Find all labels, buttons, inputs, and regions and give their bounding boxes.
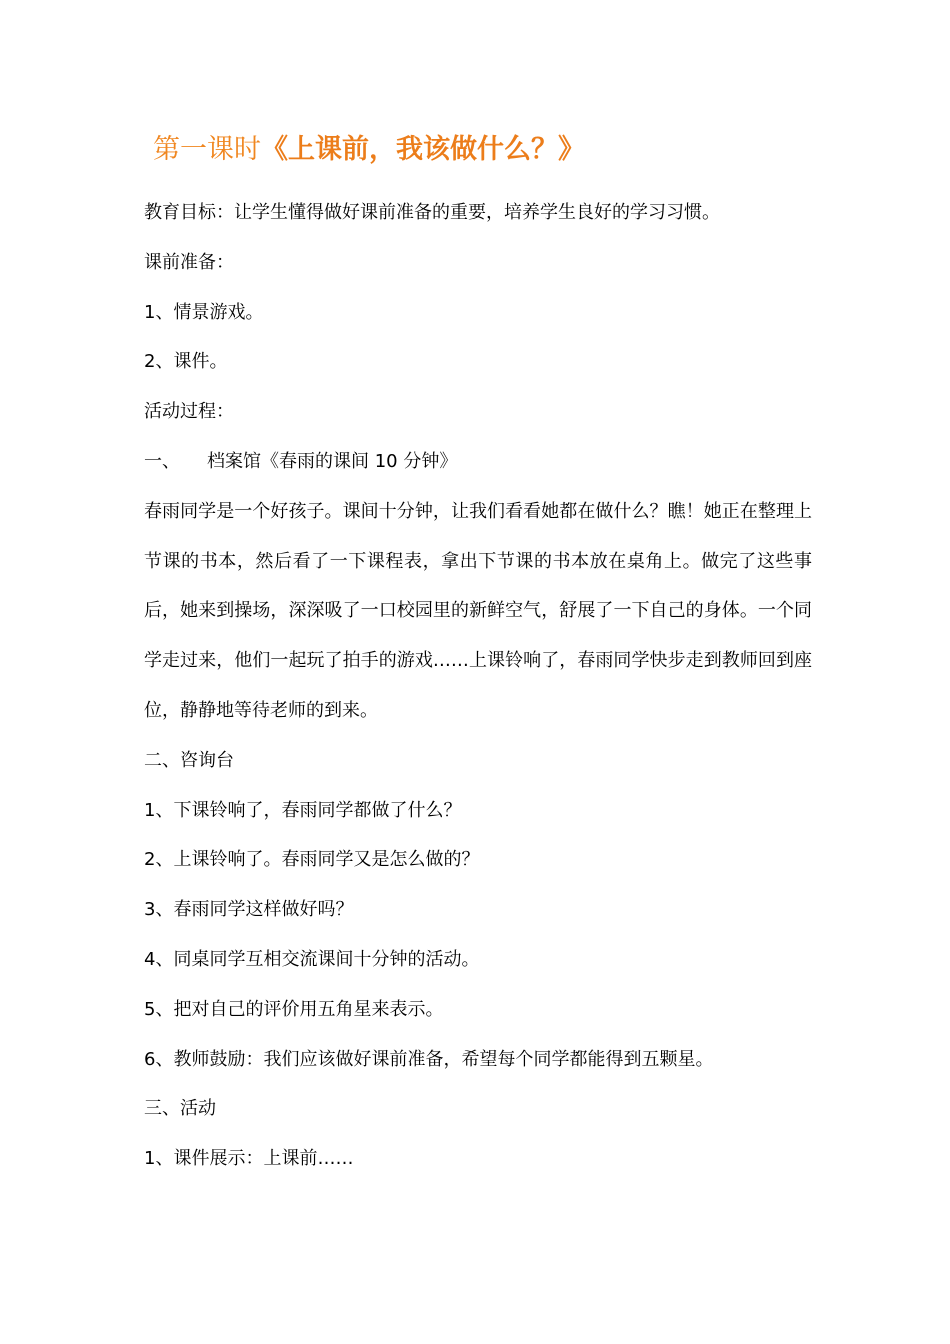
section-1-heading	[144, 437, 812, 487]
question-1: 1、下课铃响了，春雨同学都做了什么？	[144, 799, 462, 821]
preparation-item-2: 2、课件。	[144, 351, 228, 373]
section-1-title: 档案馆《春雨的课间 10 分钟》	[207, 450, 458, 472]
preparation-heading: 课前准备：	[144, 251, 234, 273]
question-5: 5、把对自己的评价用五角星来表示。	[144, 998, 444, 1020]
document-body	[144, 188, 812, 1184]
question-3: 3、春雨同学这样做好吗？	[144, 899, 354, 921]
education-goal: 教育目标：让学生懂得做好课前准备的重要，培养学生良好的学习习惯。	[144, 202, 720, 223]
section-1-number: 一、	[144, 450, 180, 472]
process-heading: 活动过程：	[144, 401, 234, 423]
story-paragraph: 春雨同学是一个好孩子。课间十分钟，让我们看看她都在做什么？瞧！她正在整理上节课的书本，然后看了一下课程表，拿出下节课的书本放在桌角上。做完了这些事后，她来到操场，深深吸了一口校园里的新鲜空气，舒展了一下自己的身体。一个同学走过来，他们一起玩了拍手的游戏……上课铃响了，春雨同学快步走到教师回到座位，静静地等待老师的到来。	[144, 500, 812, 721]
document-title	[153, 128, 585, 172]
title-lesson-number: 第一课时	[153, 134, 261, 165]
section-3-heading: 三、活动	[144, 1098, 216, 1120]
question-6: 6、教师鼓励：我们应该做好课前准备，希望每个同学都能得到五颗星。	[144, 1048, 714, 1070]
title-lesson-name: 《上课前，我该做什么？》	[261, 134, 585, 165]
activity-item-1: 1、课件展示：上课前……	[144, 1148, 354, 1170]
question-2: 2、上课铃响了。春雨同学又是怎么做的？	[144, 849, 480, 871]
question-4: 4、同桌同学互相交流课间十分钟的活动。	[144, 948, 480, 970]
preparation-item-1: 1、情景游戏。	[144, 301, 264, 323]
section-2-heading: 二、咨询台	[144, 749, 234, 771]
